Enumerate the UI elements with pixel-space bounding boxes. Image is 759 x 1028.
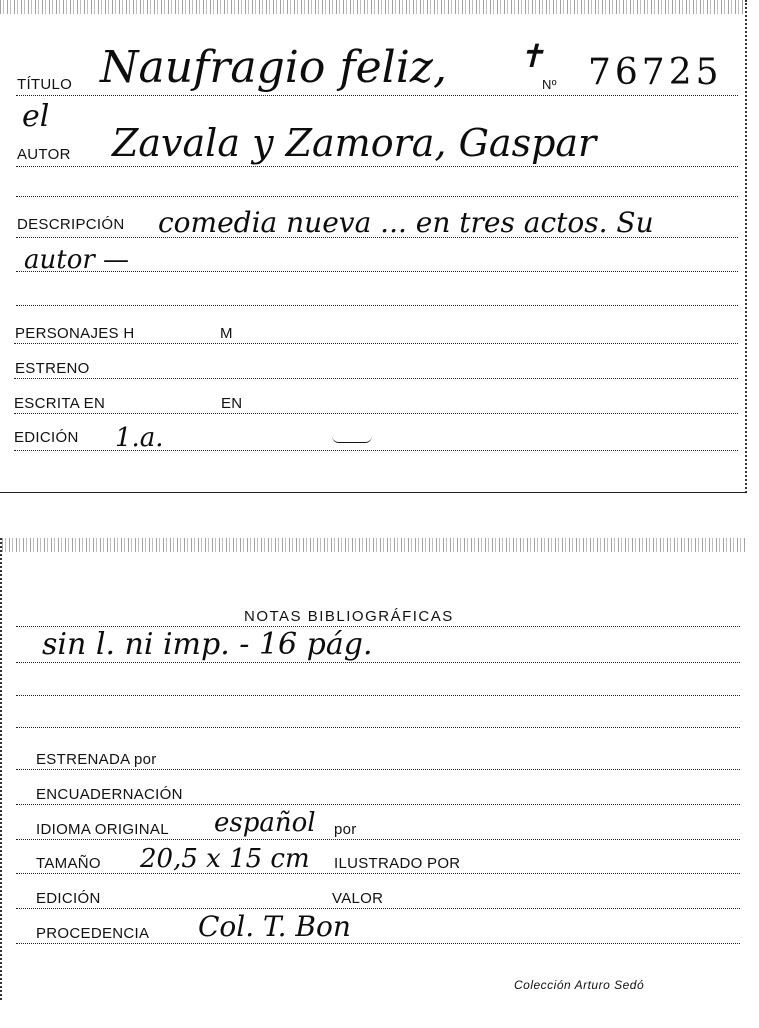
blank-rule-a bbox=[16, 695, 740, 696]
blank-rule-1 bbox=[16, 196, 738, 197]
encuadernacion-rule bbox=[16, 804, 740, 805]
idioma-value: español bbox=[214, 808, 316, 838]
valor-label: VALOR bbox=[332, 890, 384, 907]
notas-heading: NOTAS BIBLIOGRÁFICAS bbox=[244, 608, 454, 625]
number-mark: ✝ bbox=[518, 37, 545, 75]
tamano-rule bbox=[16, 873, 740, 874]
descripcion-line2: autor — bbox=[24, 245, 130, 275]
catalog-card-front bbox=[0, 0, 747, 493]
procedencia-rule bbox=[16, 943, 740, 944]
blank-rule-b bbox=[16, 727, 740, 728]
escrita-en-label: EN bbox=[221, 395, 243, 412]
descripcion-rule-2 bbox=[16, 271, 738, 272]
blank-rule-2 bbox=[16, 305, 738, 306]
idioma-label: IDIOMA ORIGINAL bbox=[36, 821, 169, 838]
descripcion-rule-1 bbox=[16, 237, 738, 238]
catalog-card-back bbox=[0, 538, 747, 1000]
autor-value: Zavala y Zamora, Gaspar bbox=[112, 121, 597, 165]
idioma-por-label: por bbox=[334, 821, 357, 838]
titulo-rule bbox=[16, 95, 738, 96]
edicion-back-rule bbox=[16, 908, 740, 909]
descripcion-label: DESCRIPCIÓN bbox=[17, 216, 125, 233]
procedencia-label: PROCEDENCIA bbox=[36, 925, 150, 942]
encuadernacion-label: ENCUADERNACIÓN bbox=[36, 786, 183, 803]
personajes-rule bbox=[14, 343, 738, 344]
estrenada-label: ESTRENADA por bbox=[36, 751, 157, 768]
titulo-value: Naufragio feliz, bbox=[100, 42, 447, 93]
ilustrado-label: ILUSTRADO POR bbox=[334, 855, 461, 872]
idioma-rule bbox=[16, 839, 740, 840]
estreno-label: ESTRENO bbox=[15, 360, 90, 377]
estrenada-rule bbox=[16, 769, 740, 770]
edicion-back-label: EDICIÓN bbox=[36, 890, 101, 907]
card-top-edge bbox=[2, 538, 747, 552]
edicion-label: EDICIÓN bbox=[14, 429, 79, 446]
notas-rule-2 bbox=[16, 662, 740, 663]
estreno-rule bbox=[14, 378, 738, 379]
personajes-m-label: M bbox=[220, 325, 233, 342]
autor-rule bbox=[16, 166, 738, 167]
descripcion-line1: comedia nueva ... en tres actos. Su bbox=[158, 206, 654, 239]
escrita-label: ESCRITA EN bbox=[14, 395, 106, 412]
collection-label: Colección Arturo Sedó bbox=[514, 978, 645, 992]
edicion-rule bbox=[14, 450, 738, 451]
tamano-label: TAMAÑO bbox=[36, 855, 101, 872]
number-label: Nº bbox=[542, 77, 557, 92]
titulo-label: TÍTULO bbox=[17, 76, 73, 93]
autor-label: AUTOR bbox=[17, 146, 71, 163]
edicion-value: 1.a. bbox=[115, 423, 164, 453]
card-top-edge bbox=[0, 0, 745, 14]
stamp-arc-mark bbox=[332, 436, 372, 443]
titulo-article: el bbox=[22, 99, 50, 134]
procedencia-value: Col. T. Bon bbox=[198, 910, 351, 943]
tamano-value: 20,5 x 15 cm bbox=[140, 844, 310, 874]
number-value: 76725 bbox=[588, 52, 723, 93]
escrita-rule bbox=[14, 413, 738, 414]
personajes-label: PERSONAJES H bbox=[15, 325, 135, 342]
notas-value: sin l. ni imp. - 16 pág. bbox=[42, 627, 373, 662]
